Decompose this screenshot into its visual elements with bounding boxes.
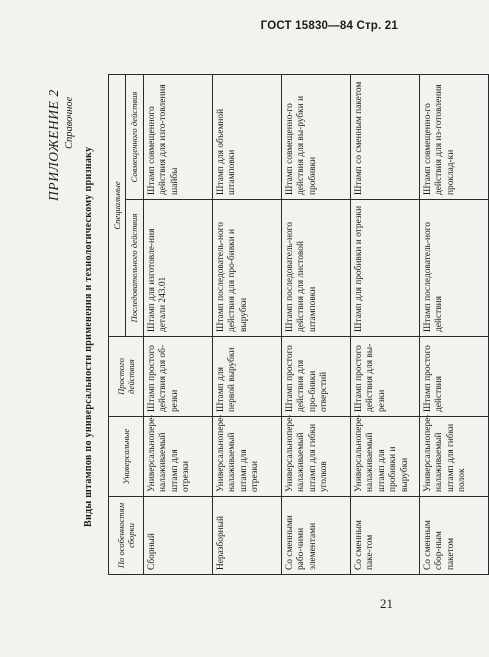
appendix-subtitle: Справочное bbox=[64, 96, 75, 149]
cell-combined: Штамп совмещенно-го действия для вы-рубки и пробивки bbox=[281, 74, 350, 199]
header-combined: Совмещенного действия bbox=[126, 74, 143, 199]
dies-table bbox=[108, 74, 489, 575]
cell-feature: Со сменным паке-том bbox=[350, 497, 419, 575]
cell-universal: Универсальнопере-налаживаемый штамп для гибки полок bbox=[419, 417, 488, 497]
table-row bbox=[419, 74, 488, 574]
cell-feature: Сборный bbox=[143, 497, 212, 575]
page-number: 21 bbox=[380, 596, 393, 611]
header-simple: Простого действия bbox=[109, 337, 144, 417]
header-sequential: Последовательного действия bbox=[126, 200, 143, 337]
cell-combined: Штамп для объемной штамповки bbox=[212, 74, 281, 199]
table-row bbox=[350, 74, 419, 574]
cell-sequential: Штамп последователь-ного действия bbox=[419, 200, 488, 337]
cell-sequential: Штамп для пробивки и отрезки bbox=[350, 200, 419, 337]
cell-simple: Штамп простого действия для про-бивки отверстий bbox=[281, 337, 350, 417]
table-title: Виды штампов по универсальности применения и технологическому признаку bbox=[83, 146, 94, 527]
cell-combined: Штамп со сменным пакетом bbox=[350, 74, 419, 199]
header-special: Специальные bbox=[109, 74, 126, 336]
cell-universal: Универсальнопере-налаживаемый штамп для отрезки bbox=[212, 417, 281, 497]
cell-simple: Штамп простого действия bbox=[419, 337, 488, 417]
cell-universal: Универсальнопере-налаживаемый штамп для пробивки и вырубки bbox=[350, 417, 419, 497]
table-row bbox=[212, 74, 281, 574]
table-row bbox=[281, 74, 350, 574]
header-feature: По особенностям сборки bbox=[109, 497, 144, 575]
cell-combined: Штамп совмещенного действия для изго-товления шайбы bbox=[143, 74, 212, 199]
cell-universal: Универсальнопере-налаживаемый штамп для отрезки bbox=[143, 417, 212, 497]
cell-sequential: Штамп последователь-ного действия для про-бивки и вырубки bbox=[212, 200, 281, 337]
cell-sequential: Штамп для изготовле-ния детали 243.01 bbox=[143, 200, 212, 337]
cell-feature: Неразборный bbox=[212, 497, 281, 575]
cell-simple: Штамп простого действия для вы-резки bbox=[350, 337, 419, 417]
rotated-content bbox=[40, 75, 468, 575]
appendix-title: ПРИЛОЖЕНИЕ 2 bbox=[46, 89, 61, 201]
cell-feature: Со сменными рабо-чими элементами bbox=[281, 497, 350, 575]
header-universal: Универсальные bbox=[109, 417, 144, 497]
cell-simple: Штамп для первой вырубки bbox=[212, 337, 281, 417]
cell-sequential: Штамп последователь-ного действия для листовой штамповки bbox=[281, 200, 350, 337]
cell-universal: Универсальнопере-налаживаемый штамп для гибки уголков bbox=[281, 417, 350, 497]
cell-combined: Штамп совмещенно-го действия для из-готовления проклад-ки bbox=[419, 74, 488, 199]
cell-feature: Со сменным сбор-ным пакетом bbox=[419, 497, 488, 575]
page-header: ГОСТ 15830—84 Стр. 21 bbox=[260, 20, 398, 32]
table-row bbox=[143, 74, 212, 574]
cell-simple: Штамп простого действия для об-резки bbox=[143, 337, 212, 417]
